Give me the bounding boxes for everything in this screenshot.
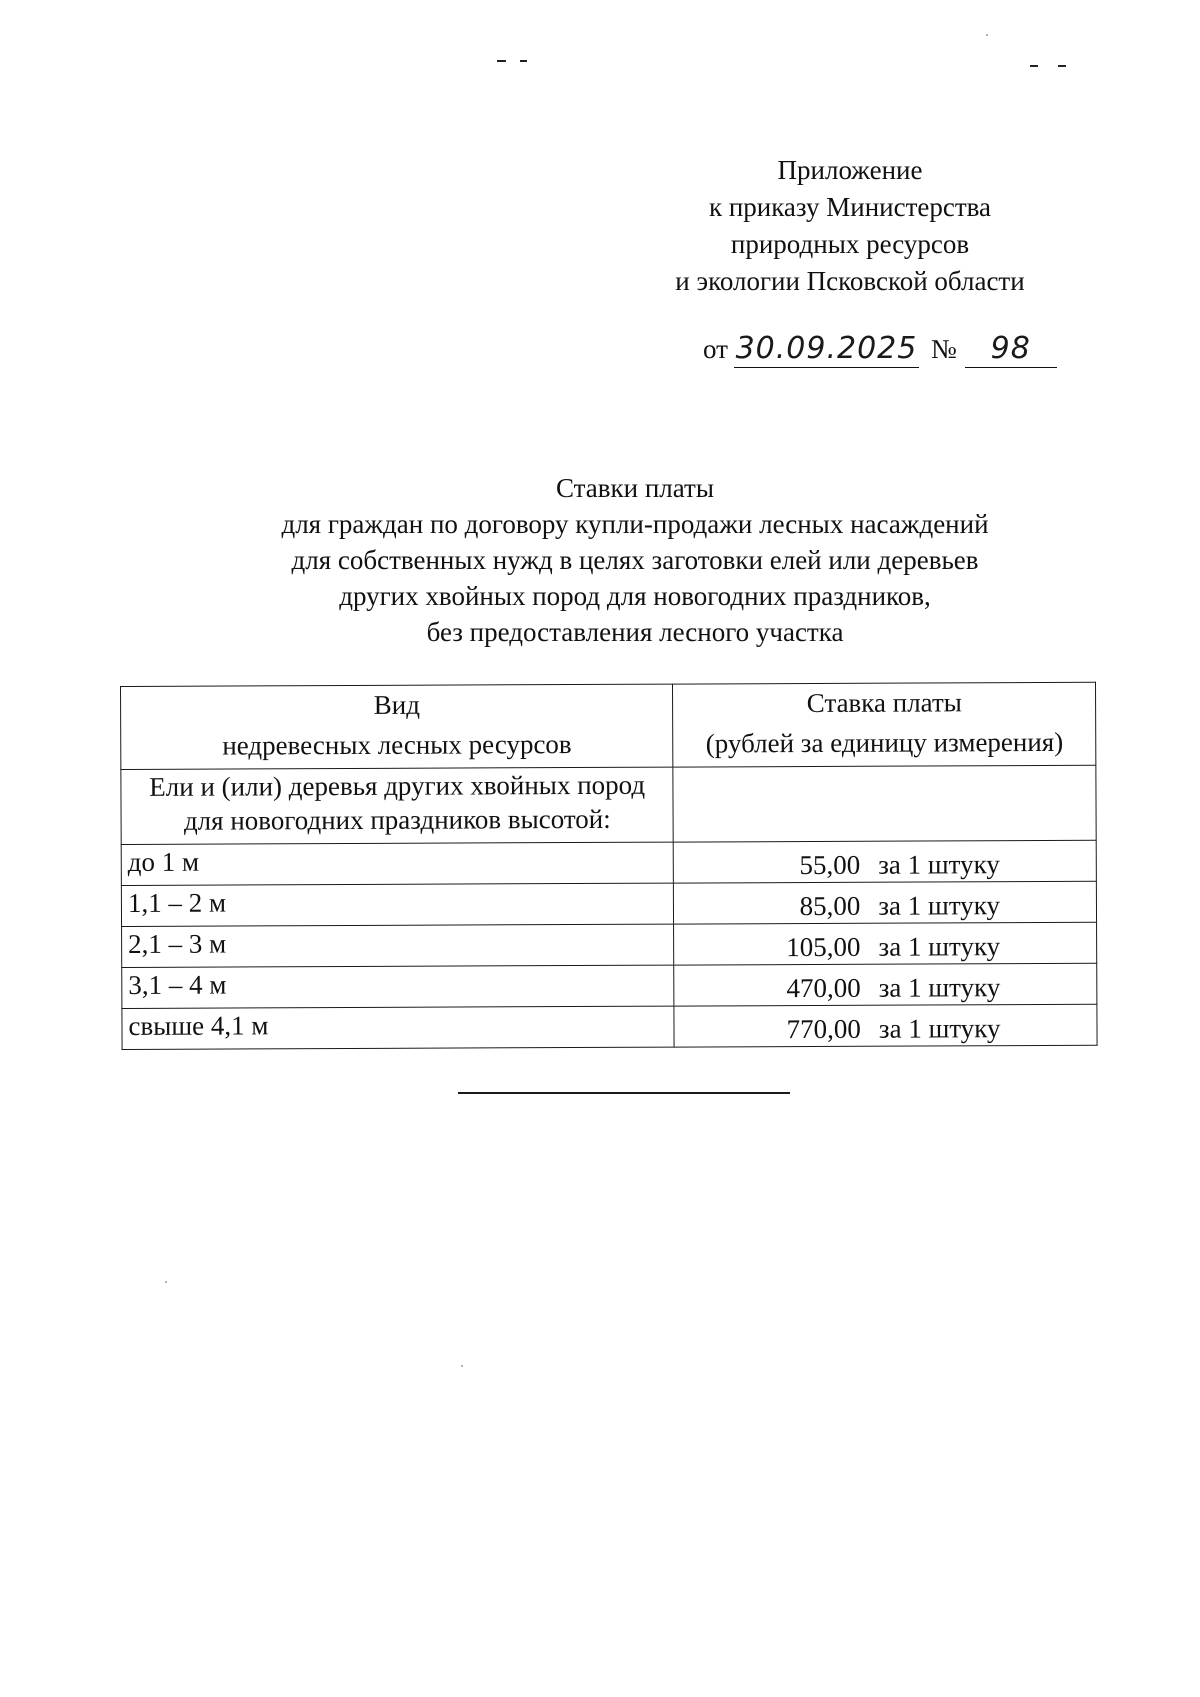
scan-speck bbox=[165, 1281, 167, 1283]
group-rate-cell bbox=[673, 765, 1096, 842]
rate-value: 85,00 bbox=[799, 890, 861, 922]
appendix-header bbox=[560, 152, 1140, 300]
table-group-row bbox=[121, 765, 1096, 844]
appendix-line: к приказу Министерства bbox=[708, 192, 992, 222]
closing-rule bbox=[458, 1092, 790, 1094]
appendix-line: Приложение bbox=[777, 155, 923, 185]
height-cell: 1,1 – 2 м bbox=[121, 883, 674, 926]
document-title bbox=[150, 470, 1120, 650]
rate-unit: за 1 штуку bbox=[878, 890, 1001, 921]
table-row bbox=[122, 963, 1097, 1008]
rate-cell bbox=[674, 1004, 1097, 1047]
height-cell: свыше 4,1 м bbox=[122, 1006, 675, 1049]
rate-value: 105,00 bbox=[786, 931, 861, 963]
scan-mark bbox=[1058, 65, 1066, 67]
header-kind-title: Вид bbox=[373, 689, 420, 720]
group-label-cell bbox=[121, 767, 674, 844]
group-label-line: Ели и (или) деревья других хвойных пород bbox=[149, 769, 646, 802]
title-line: других хвойных пород для новогодних праздников, bbox=[339, 581, 931, 611]
title-line: для граждан по договору купли-продажи лесных насаждений bbox=[281, 509, 989, 539]
scan-speck bbox=[461, 1365, 463, 1367]
number-sign: № bbox=[930, 334, 957, 364]
rate-cell bbox=[674, 881, 1097, 924]
title-line: для собственных нужд в целях заготовки елей или деревьев bbox=[291, 545, 979, 575]
table-row bbox=[121, 840, 1096, 885]
header-kind-cell bbox=[121, 684, 674, 769]
title-line: Ставки платы bbox=[556, 473, 714, 503]
order-number: 98 bbox=[965, 330, 1057, 368]
title-line: без предоставления лесного участка bbox=[426, 617, 844, 647]
rate-unit: за 1 штуку bbox=[878, 931, 1001, 962]
scan-speck bbox=[986, 34, 988, 36]
table-row bbox=[122, 1004, 1097, 1049]
scan-mark bbox=[520, 60, 527, 62]
rate-unit: за 1 штуку bbox=[878, 972, 1001, 1003]
rate-unit: за 1 штуку bbox=[878, 849, 1000, 880]
rate-value: 770,00 bbox=[786, 1013, 861, 1045]
rate-cell bbox=[674, 922, 1097, 965]
order-reference bbox=[703, 330, 1057, 368]
rate-cell bbox=[674, 963, 1097, 1006]
appendix-line: природных ресурсов bbox=[730, 229, 970, 259]
appendix-line: и экологии Псковской области bbox=[675, 266, 1025, 296]
height-cell: до 1 м bbox=[121, 842, 674, 885]
table-row bbox=[122, 922, 1097, 967]
rate-cell bbox=[674, 840, 1097, 883]
table-row bbox=[121, 881, 1096, 926]
rate-value: 55,00 bbox=[799, 849, 861, 881]
height-cell: 2,1 – 3 м bbox=[122, 924, 675, 967]
date-prefix: от bbox=[703, 334, 728, 364]
group-label-line: для новогодних праздников высотой: bbox=[183, 803, 611, 836]
scan-mark bbox=[1030, 65, 1038, 67]
table-header-row bbox=[121, 682, 1096, 769]
order-date: 30.09.2025 bbox=[735, 331, 918, 366]
header-kind-subtitle: недревесных лесных ресурсов bbox=[222, 729, 572, 761]
rate-value: 470,00 bbox=[786, 972, 861, 1004]
header-rate-title: Ставка платы bbox=[806, 687, 962, 719]
rate-unit: за 1 штуку bbox=[878, 1013, 1001, 1044]
height-cell: 3,1 – 4 м bbox=[122, 965, 675, 1008]
header-rate-subtitle: (рублей за единицу измерения) bbox=[705, 726, 1064, 759]
rates-table bbox=[120, 682, 1098, 1050]
header-rate-cell bbox=[673, 682, 1096, 767]
scan-mark bbox=[497, 60, 506, 62]
